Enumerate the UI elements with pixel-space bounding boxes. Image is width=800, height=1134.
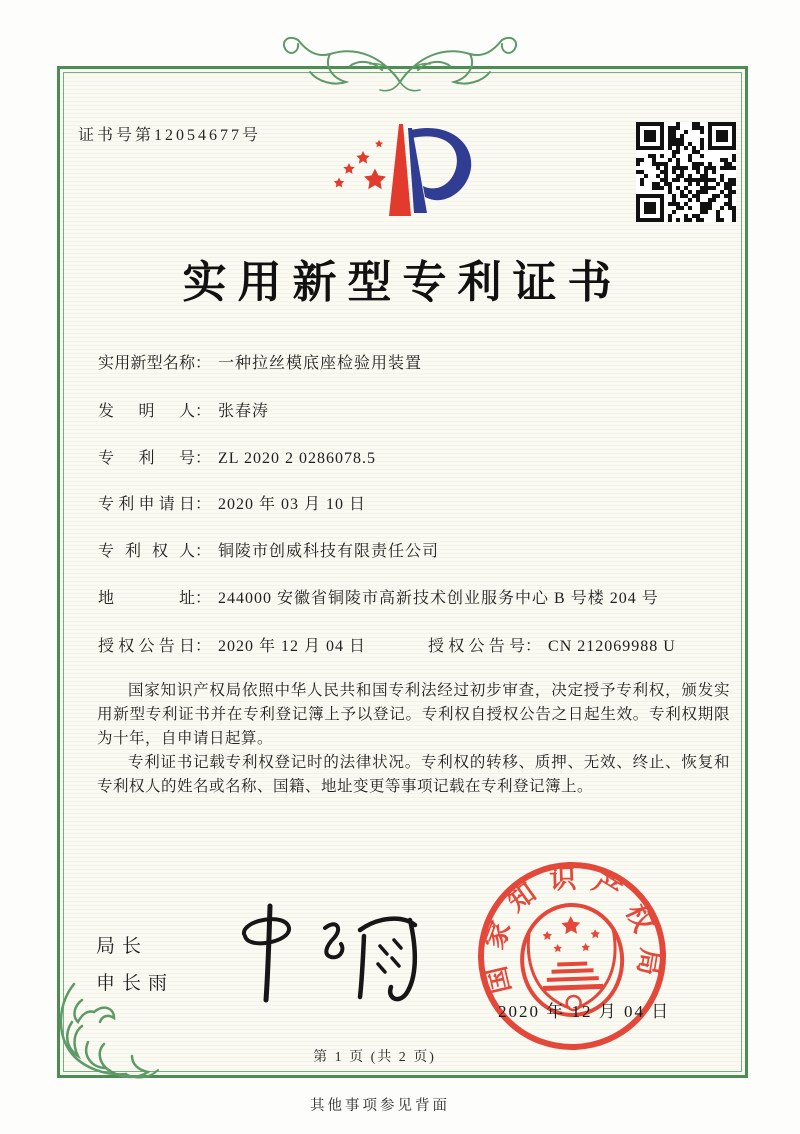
grant-no-value: CN 212069988 U (548, 638, 676, 655)
field-label: 专利号 (98, 450, 195, 467)
logo-blue-p (408, 128, 471, 213)
field-colon: ： (195, 638, 212, 655)
field-label: 专利申请日 (98, 496, 195, 513)
back-note: 其他事项参见背面 (310, 1098, 450, 1114)
field-row-patentee (98, 538, 439, 561)
decree-paragraph: 专利证书记载专利权登记时的法律状况。专利权的转移、质押、无效、终止、恢复和专利权人的姓名或名称、国籍、地址变更等事项记载在专利登记簿上。 (97, 754, 730, 795)
field-label: 发明人 (98, 403, 195, 420)
field-colon: ： (195, 590, 212, 607)
qr-code (636, 122, 736, 222)
director-signature (228, 900, 418, 1005)
logo-stars (334, 140, 386, 190)
field-colon: ： (195, 543, 212, 560)
official-seal (472, 856, 672, 1056)
field-row-patent-no (98, 445, 376, 468)
field-row-name (98, 350, 422, 373)
top-flourish-ornament (268, 30, 532, 94)
field-value: 2020 年 03 月 10 日 (218, 496, 367, 513)
field-row-inventor (98, 398, 269, 421)
field-value: 244000 安徽省铜陵市高新技术创业服务中心 B 号楼 204 号 (218, 590, 659, 607)
seal-text: 国家知识产权局 (477, 863, 667, 997)
grant-date-label: 授权公告日 (98, 638, 195, 655)
field-row-grant (98, 633, 676, 656)
logo-red-wedge (389, 124, 411, 216)
certificate-number: 证书号第12054677号 (78, 127, 262, 144)
cnipa-logo (333, 116, 503, 228)
certificate-title: 实用新型专利证书 (182, 258, 623, 307)
field-value: 铜陵市创威科技有限责任公司 (218, 543, 440, 560)
grant-date-value: 2020 年 12 月 04 日 (218, 638, 367, 655)
field-row-filing-date (98, 491, 366, 514)
field-label: 专利权人 (98, 543, 195, 560)
page-number: 第 1 页 (共 2 页) (313, 1050, 436, 1065)
field-colon: ： (195, 496, 212, 513)
field-value: 张春涛 (218, 403, 270, 420)
field-colon: ： (195, 450, 212, 467)
field-row-address (98, 585, 659, 608)
field-value: 一种拉丝模底座检验用装置 (218, 355, 423, 372)
director-title: 局长 (96, 936, 149, 957)
grant-no-label: 授权公告号 (428, 638, 526, 655)
seal-date: 2020 年 12 月 04 日 (498, 1002, 671, 1021)
field-colon: ： (195, 355, 212, 372)
decree-paragraphs (97, 679, 730, 799)
field-colon: ： (195, 403, 212, 420)
field-label: 地址 (98, 590, 195, 607)
corner-flourish-ornament (48, 982, 168, 1088)
field-colon: ： (525, 638, 542, 655)
field-value: ZL 2020 2 0286078.5 (218, 450, 376, 467)
director-name: 申长雨 (96, 973, 175, 994)
decree-paragraph: 国家知识产权局依照中华人民共和国专利法经过初步审查，决定授予专利权，颁发实用新型专利证书并在专利登记簿上予以登记。专利权自授权公告之日起生效。专利权期限为十年，自申请日起算。 (97, 682, 730, 747)
field-label: 实用新型名称 (98, 355, 195, 372)
